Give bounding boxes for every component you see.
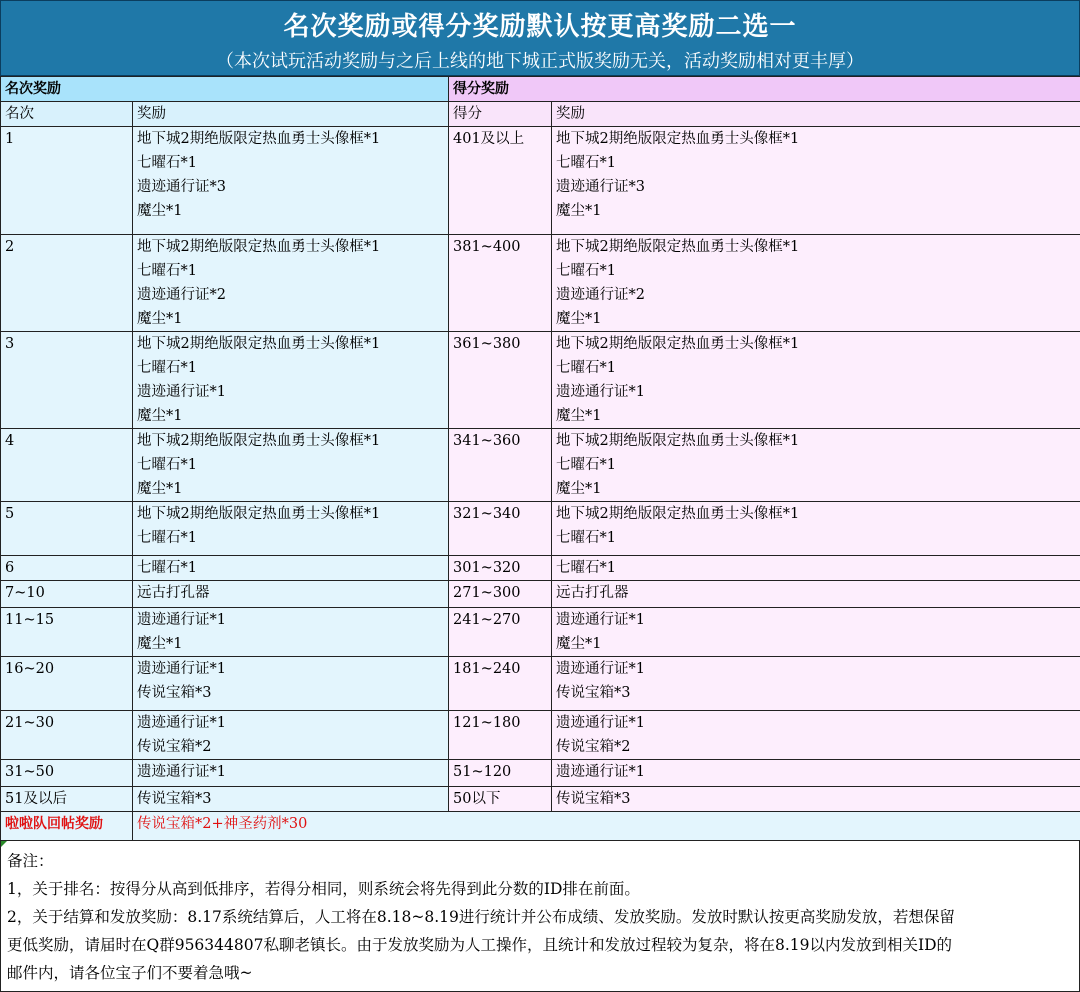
reward-item: 传说宝箱*3: [556, 685, 631, 701]
rank-cell: 6: [1, 556, 133, 581]
notes-heading: 备注：: [7, 852, 54, 870]
score-reward-cell: [552, 657, 1080, 711]
score-reward-column-header: 奖励: [552, 102, 1080, 127]
reward-item: 传说宝箱*3: [556, 791, 631, 807]
rank-reward-cell: [133, 502, 449, 556]
sheet-header: [0, 0, 1080, 76]
score-cell: 51~120: [449, 760, 552, 787]
score-cell: 361~380: [449, 332, 552, 429]
reward-row: [1, 657, 1080, 711]
rank-reward-cell: [133, 235, 449, 332]
reward-item: 地下城2期绝版限定热血勇士头像框*1: [137, 506, 381, 522]
reward-item: 传说宝箱*3: [137, 685, 212, 701]
reward-item: 七曜石*1: [556, 155, 616, 171]
note-line: 1，关于排名：按得分从高到低排序，若得分相同，则系统会将先得到此分数的ID排在前面。: [7, 880, 640, 898]
notes-box: [0, 840, 1080, 992]
rank-reward-cell: [133, 711, 449, 760]
score-cell: 121~180: [449, 711, 552, 760]
rank-cell: 3: [1, 332, 133, 429]
reward-item: 地下城2期绝版限定热血勇士头像框*1: [556, 433, 800, 449]
reward-item: 七曜石*1: [137, 360, 197, 376]
score-cell: 241~270: [449, 608, 552, 657]
score-reward-cell: [552, 235, 1080, 332]
reward-item: 地下城2期绝版限定热血勇士头像框*1: [556, 131, 800, 147]
score-reward-cell: [552, 127, 1080, 235]
score-reward-cell: [552, 556, 1080, 581]
reward-item: 地下城2期绝版限定热血勇士头像框*1: [137, 336, 381, 352]
rank-column-header: 名次: [1, 102, 133, 127]
score-column-header: 得分: [449, 102, 552, 127]
rank-cell: 16~20: [1, 657, 133, 711]
reward-row: [1, 760, 1080, 787]
cheer-label: 啦啦队回帖奖励: [1, 812, 133, 847]
reward-item: 遗迹通行证*1: [137, 661, 226, 677]
note-line: 更低奖励，请届时在Q群956344807私聊老镇长。由于发放奖励为人工操作，且统计和发放过程较为复杂，将在8.19以内发放到相关ID的: [7, 936, 953, 954]
score-cell: 301~320: [449, 556, 552, 581]
reward-item: 魔尘*1: [556, 636, 602, 652]
score-reward-cell: [552, 711, 1080, 760]
reward-item: 遗迹通行证*1: [137, 715, 226, 731]
score-cell: 341~360: [449, 429, 552, 502]
score-reward-cell: [552, 787, 1080, 812]
reward-item: 传说宝箱*3: [137, 791, 212, 807]
score-cell: 181~240: [449, 657, 552, 711]
reward-item: 遗迹通行证*1: [556, 384, 645, 400]
reward-item: 魔尘*1: [556, 203, 602, 219]
reward-item: 遗迹通行证*1: [556, 612, 645, 628]
rank-reward-cell: [133, 127, 449, 235]
reward-item: 七曜石*1: [137, 263, 197, 279]
reward-item: 地下城2期绝版限定热血勇士头像框*1: [137, 239, 381, 255]
reward-item: 七曜石*1: [137, 457, 197, 473]
rank-cell: 51及以后: [1, 787, 133, 812]
reward-item: 遗迹通行证*3: [137, 179, 226, 195]
reward-row: [1, 332, 1080, 429]
cheer-reward: 传说宝箱*2+神圣药剂*30: [133, 812, 1080, 847]
reward-item: 七曜石*1: [556, 360, 616, 376]
reward-item: 七曜石*1: [556, 560, 616, 576]
reward-row: [1, 608, 1080, 657]
rank-reward-cell: [133, 581, 449, 608]
reward-item: 七曜石*1: [137, 155, 197, 171]
reward-item: 魔尘*1: [137, 311, 183, 327]
score-reward-cell: [552, 581, 1080, 608]
rank-reward-cell: [133, 608, 449, 657]
reward-item: 七曜石*1: [137, 560, 197, 576]
score-cell: 50以下: [449, 787, 552, 812]
rank-cell: 31~50: [1, 760, 133, 787]
score-cell: 271~300: [449, 581, 552, 608]
score-section-title: 得分奖励: [449, 77, 1080, 102]
reward-table: [0, 76, 1080, 847]
section-row: [1, 77, 1080, 102]
reward-item: 地下城2期绝版限定热血勇士头像框*1: [556, 336, 800, 352]
score-cell: 401及以上: [449, 127, 552, 235]
reward-item: 遗迹通行证*3: [556, 179, 645, 195]
reward-row: [1, 581, 1080, 608]
rank-cell: 11~15: [1, 608, 133, 657]
reward-item: 地下城2期绝版限定热血勇士头像框*1: [137, 131, 381, 147]
reward-item: 魔尘*1: [137, 203, 183, 219]
score-cell: 321~340: [449, 502, 552, 556]
rank-reward-cell: [133, 760, 449, 787]
score-reward-cell: [552, 429, 1080, 502]
reward-item: 地下城2期绝版限定热血勇士头像框*1: [556, 506, 800, 522]
score-cell: 381~400: [449, 235, 552, 332]
reward-item: 遗迹通行证*1: [137, 764, 226, 780]
rank-cell: 21~30: [1, 711, 133, 760]
sheet-title: 名次奖励或得分奖励默认按更高奖励二选一: [283, 12, 797, 42]
rank-cell: 4: [1, 429, 133, 502]
reward-item: 魔尘*1: [556, 311, 602, 327]
rank-section-title: 名次奖励: [1, 77, 449, 102]
comment-marker-icon: [1, 841, 7, 847]
score-reward-cell: [552, 502, 1080, 556]
rank-reward-cell: [133, 556, 449, 581]
reward-item: 魔尘*1: [556, 481, 602, 497]
rank-reward-cell: [133, 332, 449, 429]
reward-row: [1, 502, 1080, 556]
reward-item: 传说宝箱*2: [137, 739, 212, 755]
reward-item: 遗迹通行证*2: [137, 287, 226, 303]
note-line: 2，关于结算和发放奖励：8.17系统结算后，人工将在8.18~8.19进行统计并公布成绩、发放奖励。发放时默认按更高奖励发放，若想保留: [7, 908, 955, 926]
column-header-row: [1, 102, 1080, 127]
reward-row: [1, 711, 1080, 760]
reward-row: [1, 235, 1080, 332]
reward-item: 遗迹通行证*1: [556, 661, 645, 677]
reward-item: 七曜石*1: [556, 457, 616, 473]
score-reward-cell: [552, 332, 1080, 429]
reward-item: 魔尘*1: [137, 408, 183, 424]
reward-row: [1, 787, 1080, 812]
rank-cell: 7~10: [1, 581, 133, 608]
reward-item: 遗迹通行证*1: [137, 384, 226, 400]
reward-item: 魔尘*1: [556, 408, 602, 424]
rank-cell: 5: [1, 502, 133, 556]
reward-item: 七曜石*1: [556, 263, 616, 279]
reward-item: 七曜石*1: [137, 530, 197, 546]
reward-item: 遗迹通行证*1: [556, 715, 645, 731]
rank-reward-cell: [133, 429, 449, 502]
reward-item: 遗迹通行证*1: [556, 764, 645, 780]
rank-reward-column-header: 奖励: [133, 102, 449, 127]
reward-item: 远古打孔器: [556, 585, 629, 601]
score-reward-cell: [552, 608, 1080, 657]
rank-cell: 1: [1, 127, 133, 235]
reward-item: 地下城2期绝版限定热血勇士头像框*1: [137, 433, 381, 449]
reward-item: 魔尘*1: [137, 636, 183, 652]
reward-item: 地下城2期绝版限定热血勇士头像框*1: [556, 239, 800, 255]
rank-reward-cell: [133, 787, 449, 812]
reward-item: 传说宝箱*2: [556, 739, 631, 755]
reward-row: [1, 429, 1080, 502]
rank-cell: 2: [1, 235, 133, 332]
note-line: 邮件内，请各位宝子们不要着急哦~: [7, 964, 253, 982]
reward-item: 遗迹通行证*2: [556, 287, 645, 303]
reward-item: 远古打孔器: [137, 585, 210, 601]
reward-item: 七曜石*1: [556, 530, 616, 546]
sheet-subtitle: （本次试玩活动奖励与之后上线的地下城正式版奖励无关，活动奖励相对更丰厚）: [216, 51, 864, 72]
score-reward-cell: [552, 760, 1080, 787]
reward-row: [1, 127, 1080, 235]
reward-item: 魔尘*1: [137, 481, 183, 497]
reward-item: 遗迹通行证*1: [137, 612, 226, 628]
reward-row: [1, 556, 1080, 581]
rank-reward-cell: [133, 657, 449, 711]
